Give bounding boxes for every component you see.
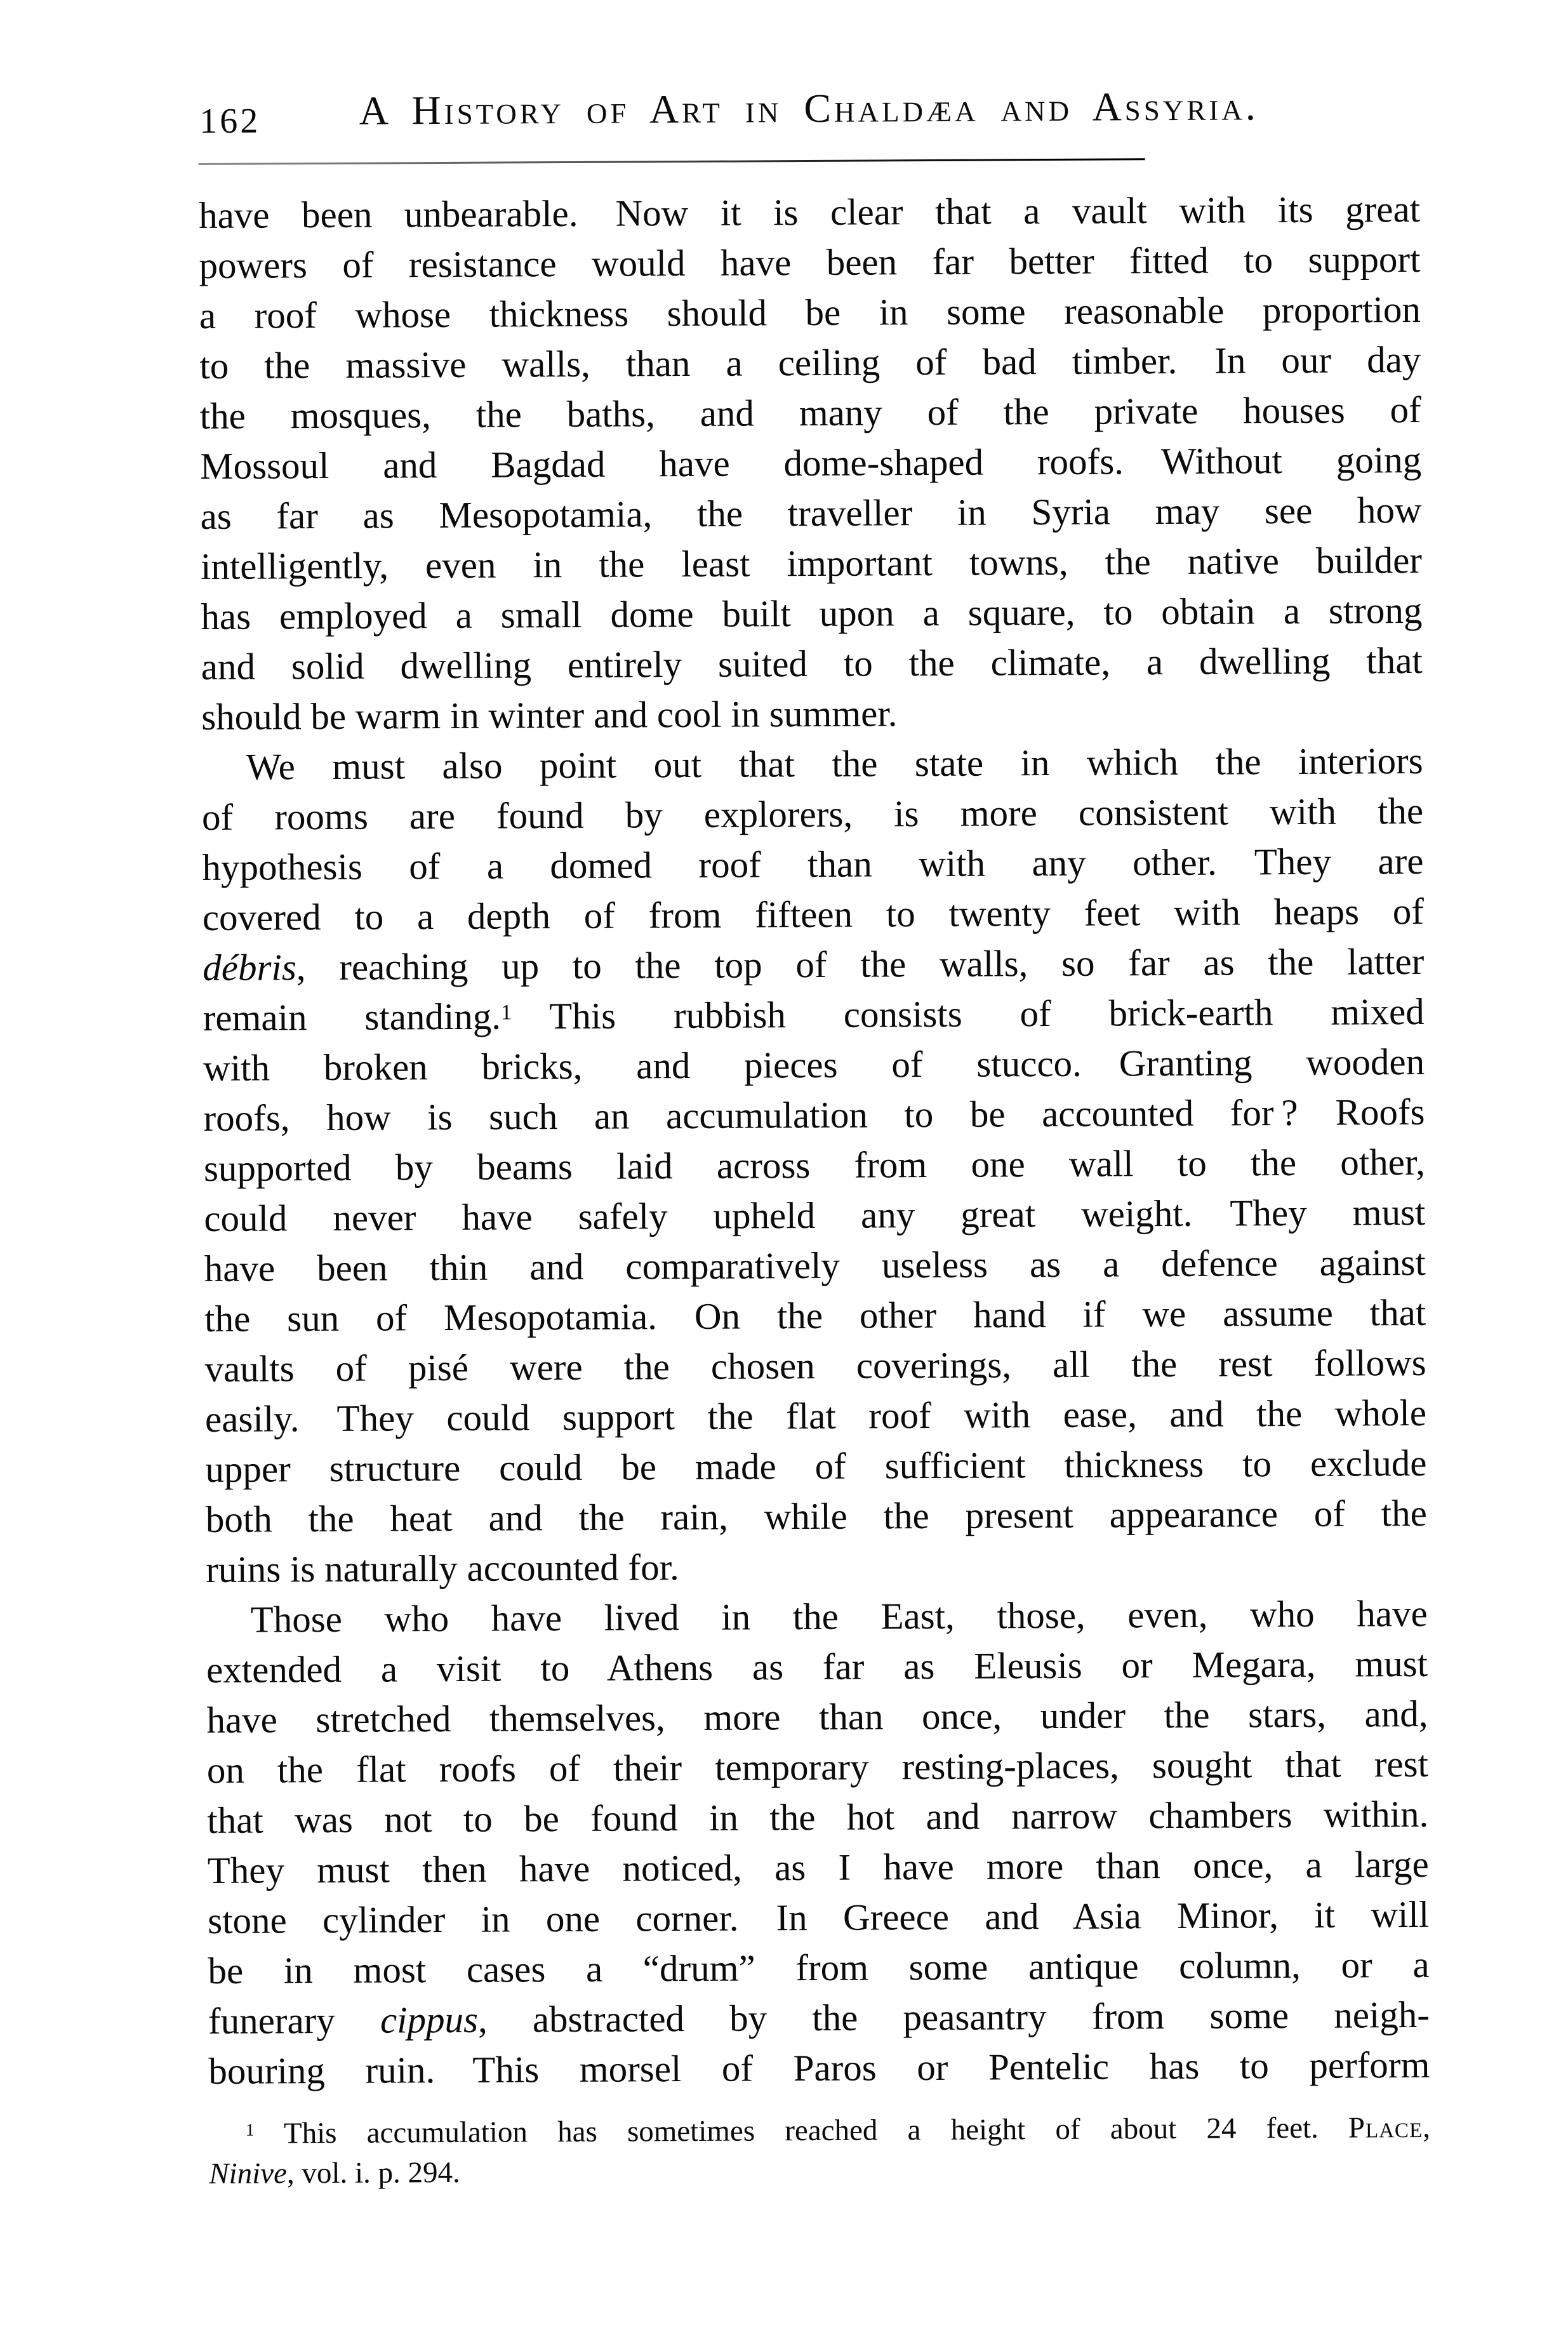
text-line: bouring ruin. This morsel of Paros or Pentelic has to perform xyxy=(208,2043,1430,2092)
text-line: vaults of pisé were the chosen coverings, all the rest follows xyxy=(204,1341,1426,1390)
text-line: roofs, how is such an accumulation to be accounted for ? Roofs xyxy=(203,1090,1425,1140)
text-line: hypothesis of a domed roof than with any other. They are xyxy=(202,839,1424,889)
text-line: supported by beams laid across from one wall to the other, xyxy=(203,1140,1426,1190)
footnote-line: Ninive, vol. i. p. 294. xyxy=(209,2155,460,2190)
text-line: We must also point out that the state in which the interiors xyxy=(246,739,1423,788)
text-line: easily. They could support the flat roof with ease, and the whole xyxy=(204,1391,1427,1441)
text-line: Mossoul and Bagdad have dome-shaped roofs. Without going xyxy=(199,438,1422,488)
text-line: of rooms are found by explorers, is more consistent with the xyxy=(201,789,1424,839)
text-line: upper structure could be made of sufficient thickness to exclude xyxy=(205,1441,1427,1491)
text-line: covered to a depth of from fifteen to twenty feet with heaps of xyxy=(202,889,1425,939)
page-header xyxy=(198,77,1419,144)
text-line: to the massive walls, than a ceiling of bad timber. In our day xyxy=(199,338,1421,387)
text-line: have been thin and comparatively useless as a defence against xyxy=(204,1241,1426,1290)
text-line: débris, reaching up to the top of the walls, so far as the latter xyxy=(203,940,1425,989)
text-line: have been unbearable. Now it is clear that a vault with its great xyxy=(198,187,1421,237)
paragraph-1 xyxy=(199,184,1423,742)
text-line: that was not to be found in the hot and narrow chambers within. xyxy=(207,1792,1429,1841)
text-line: They must then have noticed, as I have more than once, a large xyxy=(207,1842,1429,1891)
text-line: intelligently, even in the least important towns, the native builder xyxy=(200,538,1423,588)
text-line: the mosques, the baths, and many of the private houses of xyxy=(199,388,1421,437)
text-line: a roof whose thickness should be in some reasonable proportion xyxy=(199,288,1421,337)
text-line: with broken bricks, and pieces of stucco. Granting wooden xyxy=(203,1040,1425,1089)
text-line: should be warm in winter and cool in summer. xyxy=(201,692,898,738)
footnote-line: $^1$ This accumulation has sometimes reached a height of about 24 feet. Place, xyxy=(245,2110,1431,2150)
text-line: both the heat and the rain, while the present appearance of the xyxy=(205,1491,1428,1541)
text-line: stone cylinder in one corner. In Greece and Asia Minor, it will xyxy=(207,1893,1430,1941)
text-line: powers of resistance would have been far better fitted to support xyxy=(199,237,1421,287)
text-line: on the flat roofs of their temporary resting-places, sought that rest xyxy=(206,1742,1429,1792)
header-rule xyxy=(199,158,1145,165)
text-line: be in most cases a “drum” from some antique column, or a xyxy=(208,1943,1430,1992)
page-content xyxy=(198,77,1430,2194)
text-line: remain standing.$^1$ This rubbish consists of brick-earth mixed xyxy=(203,990,1425,1039)
paragraph-3 xyxy=(206,1588,1430,2096)
text-line: as far as Mesopotamia, the traveller in Syria may see how xyxy=(200,488,1422,538)
page-body xyxy=(199,184,1430,2096)
text-line: extended a visit to Athens as far as Eleusis or Megara, must xyxy=(206,1642,1428,1691)
text-line: funerary cippus, abstracted by the peasantry from some neigh- xyxy=(208,1993,1430,2042)
paragraph-2 xyxy=(201,736,1427,1595)
text-line: has employed a small dome built upon a square, to obtain a strong xyxy=(201,589,1423,638)
running-title: A History of Art in Chaldæa and Assyria. xyxy=(359,83,1259,133)
text-line: ruins is naturally accounted for. xyxy=(206,1546,679,1591)
text-line: could never have safely upheld any great weight. They must xyxy=(204,1190,1426,1240)
page-number: 162 xyxy=(199,101,261,142)
text-line: Those who have lived in the East, those, even, who have xyxy=(250,1592,1428,1641)
footnote xyxy=(209,2108,1431,2194)
text-line: the sun of Mesopotamia. On the other hand if we assume that xyxy=(204,1291,1426,1340)
text-line: have stretched themselves, more than once, under the stars, and, xyxy=(206,1692,1428,1741)
text-line: and solid dwelling entirely suited to the climate, a dwelling that xyxy=(201,639,1423,688)
